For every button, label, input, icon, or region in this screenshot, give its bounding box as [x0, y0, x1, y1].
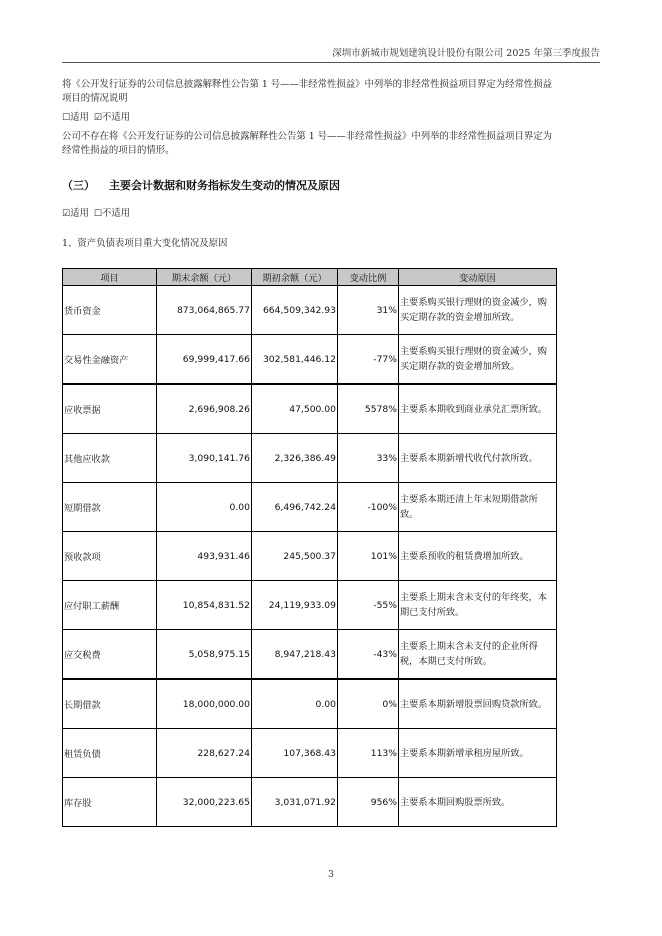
cell-change-reason: 主要系购买银行理财的资金减少，购买定期存款的资金增加所致。	[399, 286, 557, 335]
cell-item: 租赁负债	[63, 729, 157, 778]
cell-change-ratio: -100%	[338, 483, 399, 532]
cell-end-balance: 2,696,908.26	[157, 384, 252, 434]
cell-item: 交易性金融资产	[63, 335, 157, 385]
page-number: 3	[328, 870, 334, 880]
cell-change-reason: 主要系本期回购股票所致。	[399, 778, 557, 827]
option-applicable-label: 适用	[70, 112, 89, 123]
cell-change-ratio: 5578%	[338, 384, 399, 434]
cell-change-reason: 主要系本期还清上年末短期借款所致。	[399, 483, 557, 532]
cell-end-balance: 3,090,141.76	[157, 434, 252, 483]
unchecked-box-icon[interactable]: ☐	[62, 113, 71, 123]
cell-begin-balance: 47,500.00	[252, 384, 338, 434]
cell-begin-balance: 664,509,342.93	[252, 286, 338, 335]
intro-options	[62, 111, 602, 126]
section-number: （三）	[62, 179, 95, 192]
cell-change-reason: 主要系购买银行理财的资金减少，购买定期存款的资金增加所致。	[399, 335, 557, 385]
cell-change-ratio: -43%	[338, 630, 399, 680]
cell-end-balance: 32,000,223.65	[157, 778, 252, 827]
section-options	[62, 207, 602, 222]
header-divider	[62, 62, 600, 63]
table-row	[63, 581, 557, 630]
cell-item: 其他应收款	[63, 434, 157, 483]
cell-end-balance: 18,000,000.00	[157, 679, 252, 729]
cell-change-ratio: 31%	[338, 286, 399, 335]
table-row	[63, 335, 557, 385]
cell-begin-balance: 302,581,446.12	[252, 335, 338, 385]
header-change-ratio: 变动比例	[338, 269, 399, 286]
cell-change-reason: 主要系本期新增承租房屋所致。	[399, 729, 557, 778]
cell-change-ratio: 956%	[338, 778, 399, 827]
cell-begin-balance: 24,119,933.09	[252, 581, 338, 630]
cell-item: 预收款项	[63, 532, 157, 581]
cell-end-balance: 69,999,417.66	[157, 335, 252, 385]
option-not-applicable-label: 不适用	[101, 112, 131, 123]
balance-sheet-changes-table	[62, 268, 557, 827]
section-title: 主要会计数据和财务指标发生变动的情况及原因	[109, 179, 340, 192]
cell-change-reason: 主要系本期新增代收代付款所致。	[399, 434, 557, 483]
cell-change-ratio: 0%	[338, 679, 399, 729]
cell-item: 长期借款	[63, 679, 157, 729]
checked-box-icon[interactable]: ☑	[62, 209, 71, 219]
table-row	[63, 532, 557, 581]
cell-end-balance: 228,627.24	[157, 729, 252, 778]
cell-end-balance: 10,854,831.52	[157, 581, 252, 630]
cell-end-balance: 5,058,975.15	[157, 630, 252, 680]
cell-end-balance: 493,931.46	[157, 532, 252, 581]
report-header: 深圳市新城市规划建筑设计股份有限公司 2025 年第三季度报告	[332, 48, 600, 59]
section-heading	[62, 177, 340, 193]
option-applicable-label: 适用	[70, 208, 89, 219]
cell-change-ratio: -55%	[338, 581, 399, 630]
header-begin-balance: 期初余额（元）	[252, 269, 338, 286]
option-not-applicable-label: 不适用	[101, 208, 131, 219]
table-row	[63, 286, 557, 335]
cell-end-balance: 0.00	[157, 483, 252, 532]
statement-line-1: 公司不存在将《公开发行证券的公司信息披露解释性公告第 1 号——非经常性损益》中列举的非经常性损益项目界定为	[62, 131, 553, 142]
cell-item: 应收票据	[63, 384, 157, 434]
cell-change-reason: 主要系预收的租赁费增加所致。	[399, 532, 557, 581]
header-change-reason: 变动原因	[399, 269, 557, 286]
header-end-balance: 期末余额（元）	[157, 269, 252, 286]
cell-change-reason: 主要系上期末含未支付的企业所得税，本期已支付所致。	[399, 630, 557, 680]
cell-change-reason: 主要系上期末含未支付的年终奖，本期已支付所致。	[399, 581, 557, 630]
cell-begin-balance: 6,496,742.24	[252, 483, 338, 532]
cell-begin-balance: 2,326,386.49	[252, 434, 338, 483]
cell-end-balance: 873,064,865.77	[157, 286, 252, 335]
table-row	[63, 384, 557, 434]
intro-line-1: 将《公开发行证券的公司信息披露解释性公告第 1 号——非经常性损益》中列举的非经常性损益项目界定为经常性损益	[62, 79, 553, 90]
header-item: 项目	[63, 269, 157, 286]
cell-begin-balance: 107,368.43	[252, 729, 338, 778]
cell-change-ratio: 113%	[338, 729, 399, 778]
unchecked-box-icon[interactable]: ☐	[93, 209, 102, 219]
cell-item: 应付职工薪酬	[63, 581, 157, 630]
table-row	[63, 483, 557, 532]
cell-item: 应交税费	[63, 630, 157, 680]
table-row	[63, 630, 557, 680]
cell-begin-balance: 245,500.37	[252, 532, 338, 581]
cell-change-ratio: -77%	[338, 335, 399, 385]
cell-begin-balance: 0.00	[252, 679, 338, 729]
statement-paragraph	[62, 130, 602, 157]
cell-change-reason: 主要系本期收到商业承兑汇票所致。	[399, 384, 557, 434]
table-header-row	[63, 269, 557, 286]
checked-box-icon[interactable]: ☑	[93, 113, 102, 123]
subheading: 1、资产负债表项目重大变化情况及原因	[62, 238, 228, 249]
cell-change-ratio: 33%	[338, 434, 399, 483]
cell-begin-balance: 3,031,071.92	[252, 778, 338, 827]
intro-line-2: 项目的情况说明	[62, 92, 128, 104]
cell-change-reason: 主要系本期新增股票回购贷款所致。	[399, 679, 557, 729]
table-row	[63, 679, 557, 729]
table-row	[63, 729, 557, 778]
cell-begin-balance: 8,947,218.43	[252, 630, 338, 680]
cell-item: 货币资金	[63, 286, 157, 335]
cell-item: 短期借款	[63, 483, 157, 532]
statement-line-2: 经常性损益的项目的情形。	[62, 144, 175, 156]
cell-item: 库存股	[63, 778, 157, 827]
table-row	[63, 434, 557, 483]
intro-paragraph	[62, 78, 602, 105]
cell-change-ratio: 101%	[338, 532, 399, 581]
table-row	[63, 778, 557, 827]
